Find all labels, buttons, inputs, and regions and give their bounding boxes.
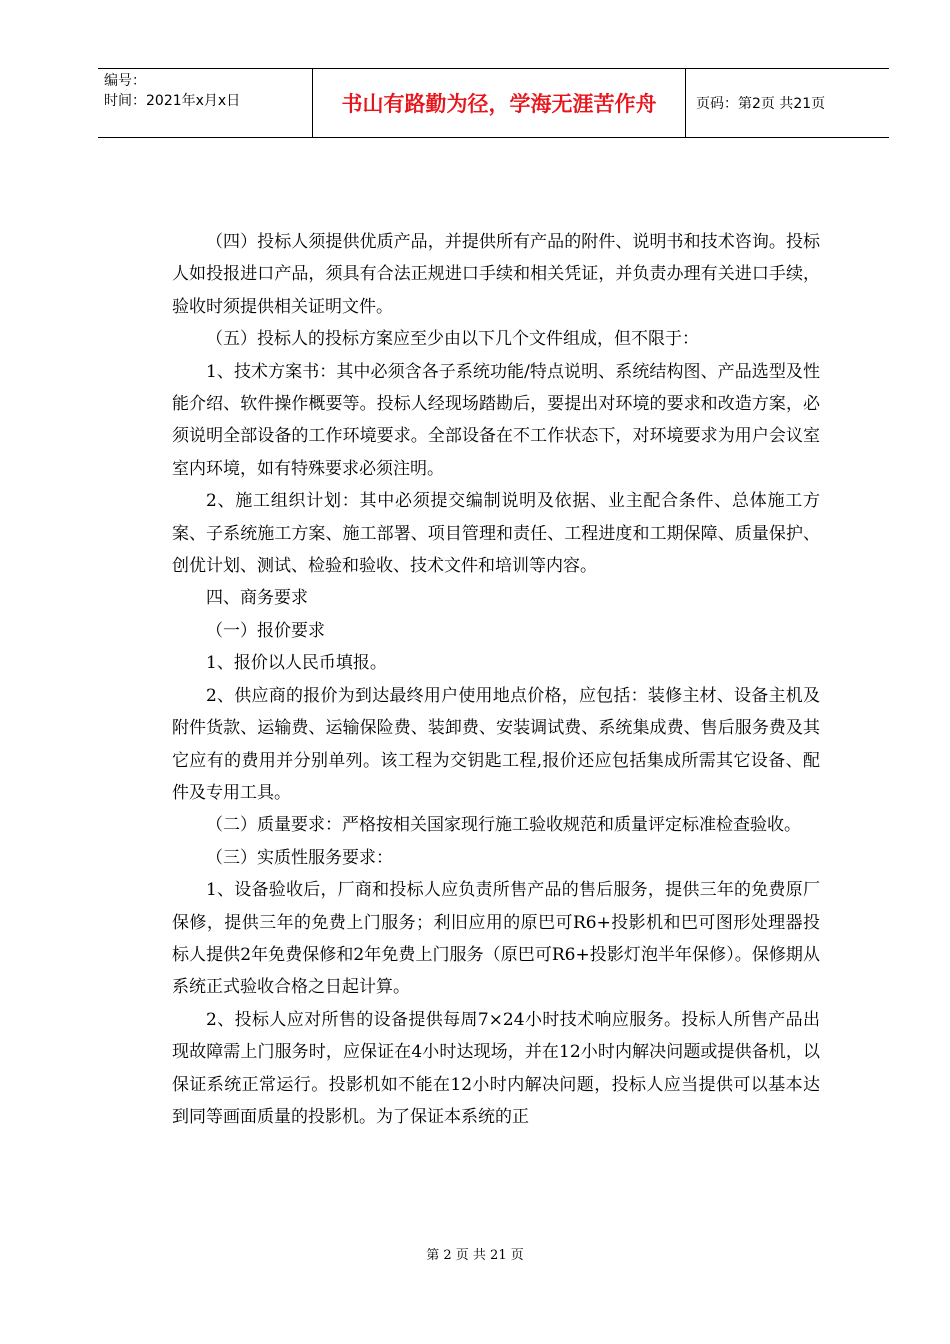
subsection-heading: （一）报价要求 — [206, 620, 325, 641]
paragraph: 2、施工组织计划：其中必须提交编制说明及依据、业主配合条件、总体施工方案、子系统施工方案、施工部署、项目管理和责任、工程进度和工期保障、质量保护、创优计划、测试、检验和验收、技术文件和培训等内容。 — [172, 491, 820, 577]
document-body — [172, 226, 820, 1133]
paragraph: （五）投标人的投标方案应至少由以下几个文件组成，但不限于： — [206, 329, 699, 350]
paragraph: 1、设备验收后，厂商和投标人应负责所售产品的售后服务，提供三年的免费原厂保修，提供三年的免费上门服务；利旧应用的原巴可R6+投影机和巴可图形处理器投标人提供2年免费保修和2年免费上门服务（原巴可R6+投影灯泡半年保修）。保修期从系统正式验收合格之日起计算。 — [172, 880, 820, 998]
paragraph: 1、报价以人民币填报。 — [206, 653, 387, 674]
page-footer: 第 2 页 共 21 页 — [426, 1248, 524, 1263]
page-header — [98, 68, 889, 138]
document-time-label: 时间：2021年x月x日 — [104, 93, 241, 109]
document-number-label: 编号： — [104, 73, 146, 89]
header-motto: 书山有路勤为径，学海无涯苦作舟 — [313, 69, 686, 137]
paragraph: （二）质量要求：严格按相关国家现行施工验收规范和质量评定标准检查验收。 — [206, 815, 801, 836]
section-heading: 四、商务要求 — [206, 588, 308, 609]
paragraph: （四）投标人须提供优质产品，并提供所有产品的附件、说明书和技术咨询。投标人如投报进口产品，须具有合法正规进口手续和相关凭证，并负责办理有关进口手续，验收时须提供相关证明文件。 — [172, 232, 820, 317]
paragraph: 2、供应商的报价为到达最终用户使用地点价格，应包括：装修主材、设备主机及附件货款、运输费、运输保险费、装卸费、安装调试费、系统集成费、售后服务费及其它应有的费用并分别单列。该工程为交钥匙工程,报价还应包括集成所需其它设备、配件及专用工具。 — [172, 685, 820, 803]
subsection-heading: （三）实质性服务要求： — [206, 847, 393, 868]
header-meta — [98, 69, 313, 137]
header-page-info: 页码：第2页 共21页 — [696, 96, 826, 112]
paragraph: 1、技术方案书：其中必须含各子系统功能/特点说明、系统结构图、产品选型及性能介绍、软件操作概要等。投标人经现场踏勘后，要提出对环境的要求和改造方案，必须说明全部设备的工作环境要求。全部设备在不工作状态下，对环境要求为用户会议室室内环境，如有特殊要求必须注明。 — [172, 361, 820, 479]
paragraph: 2、投标人应对所售的设备提供每周7×24小时技术响应服务。投标人所售产品出现故障需上门服务时，应保证在4小时达现场，并在12小时内解决问题或提供备机，以保证系统正常运行。投影机如不能在12小时内解决问题，投标人应当提供可以基本达到同等画面质量的投影机。为了保证本系统的正 — [172, 1009, 820, 1127]
